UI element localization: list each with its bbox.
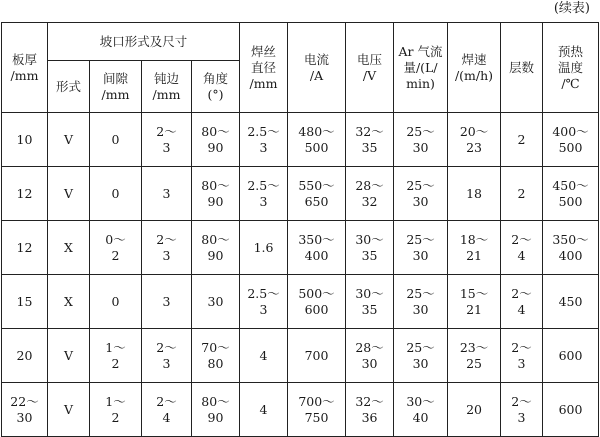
header-line: 间隙 [102, 70, 128, 86]
table-cell: 3 [142, 275, 192, 329]
table-cell: X [48, 221, 90, 275]
header-line: (°) [207, 86, 224, 102]
table-cell: 25～ 30 [394, 113, 448, 167]
table-cell: 28～ 32 [346, 167, 394, 221]
header-row-1 [2, 23, 599, 61]
table-cell: 2～ 3 [142, 329, 192, 383]
table-row [2, 275, 599, 329]
header-form [48, 61, 90, 113]
table-cell: 2～ 3 [142, 221, 192, 275]
table-row [2, 113, 599, 167]
table-cell: 32～ 36 [346, 383, 394, 437]
header-line: 形式 [55, 78, 81, 94]
table-cell: 20 [448, 383, 501, 437]
header-current [288, 23, 346, 113]
table-cell: 600 [543, 383, 599, 437]
table-cell: 70～ 80 [192, 329, 240, 383]
table-cell: 15～ 21 [448, 275, 501, 329]
header-speed [448, 23, 501, 113]
table-cell: 4 [240, 383, 288, 437]
header-line: /V [362, 67, 377, 83]
table-cell: 450～ 500 [543, 167, 599, 221]
table-cell: 0～ 2 [90, 221, 142, 275]
continued-note: (续表) [553, 1, 590, 16]
table-cell: 18 [448, 167, 501, 221]
header-line: 预热 [558, 43, 584, 59]
table-cell: 400～ 500 [543, 113, 599, 167]
table-cell: 22～ 30 [2, 383, 48, 437]
table-cell: V [48, 329, 90, 383]
table-cell: 2～ 3 [142, 113, 192, 167]
table-cell: 350～ 400 [543, 221, 599, 275]
table-cell: 500～ 600 [288, 275, 346, 329]
table-cell: 28～ 30 [346, 329, 394, 383]
table-cell: 1～ 2 [90, 383, 142, 437]
table-cell: 32～ 35 [346, 113, 394, 167]
header-ar-flow [394, 23, 448, 113]
header-line: 角度 [203, 70, 229, 86]
header-line: 层数 [509, 59, 535, 75]
table-cell: 30～ 35 [346, 221, 394, 275]
table-cell: 30 [192, 275, 240, 329]
table-cell: 80～ 90 [192, 167, 240, 221]
table-cell: 480～ 500 [288, 113, 346, 167]
table-cell: 25～ 30 [394, 167, 448, 221]
table-body [2, 113, 599, 437]
header-layers [501, 23, 543, 113]
header-angle [192, 61, 240, 113]
header-gap [90, 61, 142, 113]
table-cell: X [48, 275, 90, 329]
table-cell: 25～ 30 [394, 221, 448, 275]
header-voltage [346, 23, 394, 113]
table-cell: 12 [2, 221, 48, 275]
table-cell: 2～ 3 [501, 329, 543, 383]
table-cell: 2.5～ 3 [240, 275, 288, 329]
table-cell: 30～ 35 [346, 275, 394, 329]
header-line: /℃ [561, 75, 580, 91]
table-cell: V [48, 113, 90, 167]
table-row [2, 167, 599, 221]
table-cell: 0 [90, 167, 142, 221]
table-row [2, 329, 599, 383]
header-line: 量/(L/ [403, 59, 438, 75]
table-cell: V [48, 383, 90, 437]
header-thickness [2, 23, 48, 113]
header-line: /mm [10, 67, 39, 83]
table-cell: 18～ 21 [448, 221, 501, 275]
table-cell: 80～ 90 [192, 113, 240, 167]
table-row [2, 383, 599, 437]
header-line: /(m/h) [454, 67, 494, 83]
table-cell: 700～ 750 [288, 383, 346, 437]
table-cell: 30～ 40 [394, 383, 448, 437]
table-cell: 2 [501, 113, 543, 167]
header-line: 板厚 [11, 51, 37, 67]
header-wire-diameter [240, 23, 288, 113]
table-cell: 700 [288, 329, 346, 383]
table-cell: 550～ 650 [288, 167, 346, 221]
header-line: 焊速 [461, 51, 487, 67]
table-cell: 80～ 90 [192, 383, 240, 437]
table-cell: 25～ 30 [394, 329, 448, 383]
header-line: /A [309, 67, 324, 83]
table-cell: V [48, 167, 90, 221]
table-cell: 2～ 4 [501, 221, 543, 275]
table-cell: 10 [2, 113, 48, 167]
table-cell: 1～ 2 [90, 329, 142, 383]
table-cell: 15 [2, 275, 48, 329]
table-cell: 2～ 4 [501, 275, 543, 329]
table-cell: 20 [2, 329, 48, 383]
table-cell: 2～ 3 [501, 383, 543, 437]
header-groove-group: 坡口形式及尺寸 [48, 23, 240, 61]
table-cell: 25～ 30 [394, 275, 448, 329]
table-cell: 3 [142, 167, 192, 221]
table-cell: 2.5～ 3 [240, 167, 288, 221]
table-cell: 2～ 4 [142, 383, 192, 437]
header-line: /mm [152, 86, 181, 102]
header-line: 焊丝 [251, 43, 277, 59]
header-line: 钝边 [153, 70, 179, 86]
table-cell: 2 [501, 167, 543, 221]
table-row [2, 221, 599, 275]
welding-parameters-table [1, 22, 599, 437]
table-cell: 12 [2, 167, 48, 221]
table-cell: 0 [90, 275, 142, 329]
header-line: 电流 [304, 51, 330, 67]
table-cell: 600 [543, 329, 599, 383]
header-line: 直径 [251, 59, 277, 75]
table-cell: 0 [90, 113, 142, 167]
table-cell: 450 [543, 275, 599, 329]
table-cell: 350～ 400 [288, 221, 346, 275]
table-cell: 20～ 23 [448, 113, 501, 167]
header-root-face [142, 61, 192, 113]
header-line: min) [406, 75, 435, 91]
header-line: Ar 气流 [398, 43, 443, 59]
header-line: 电压 [357, 51, 383, 67]
header-line: 温度 [558, 59, 584, 75]
header-preheat [543, 23, 599, 113]
header-line: /mm [249, 75, 278, 91]
table-cell: 23～ 25 [448, 329, 501, 383]
table-cell: 1.6 [240, 221, 288, 275]
table-cell: 80～ 90 [192, 221, 240, 275]
header-line: /mm [101, 86, 130, 102]
table-cell: 2.5～ 3 [240, 113, 288, 167]
table-cell: 4 [240, 329, 288, 383]
